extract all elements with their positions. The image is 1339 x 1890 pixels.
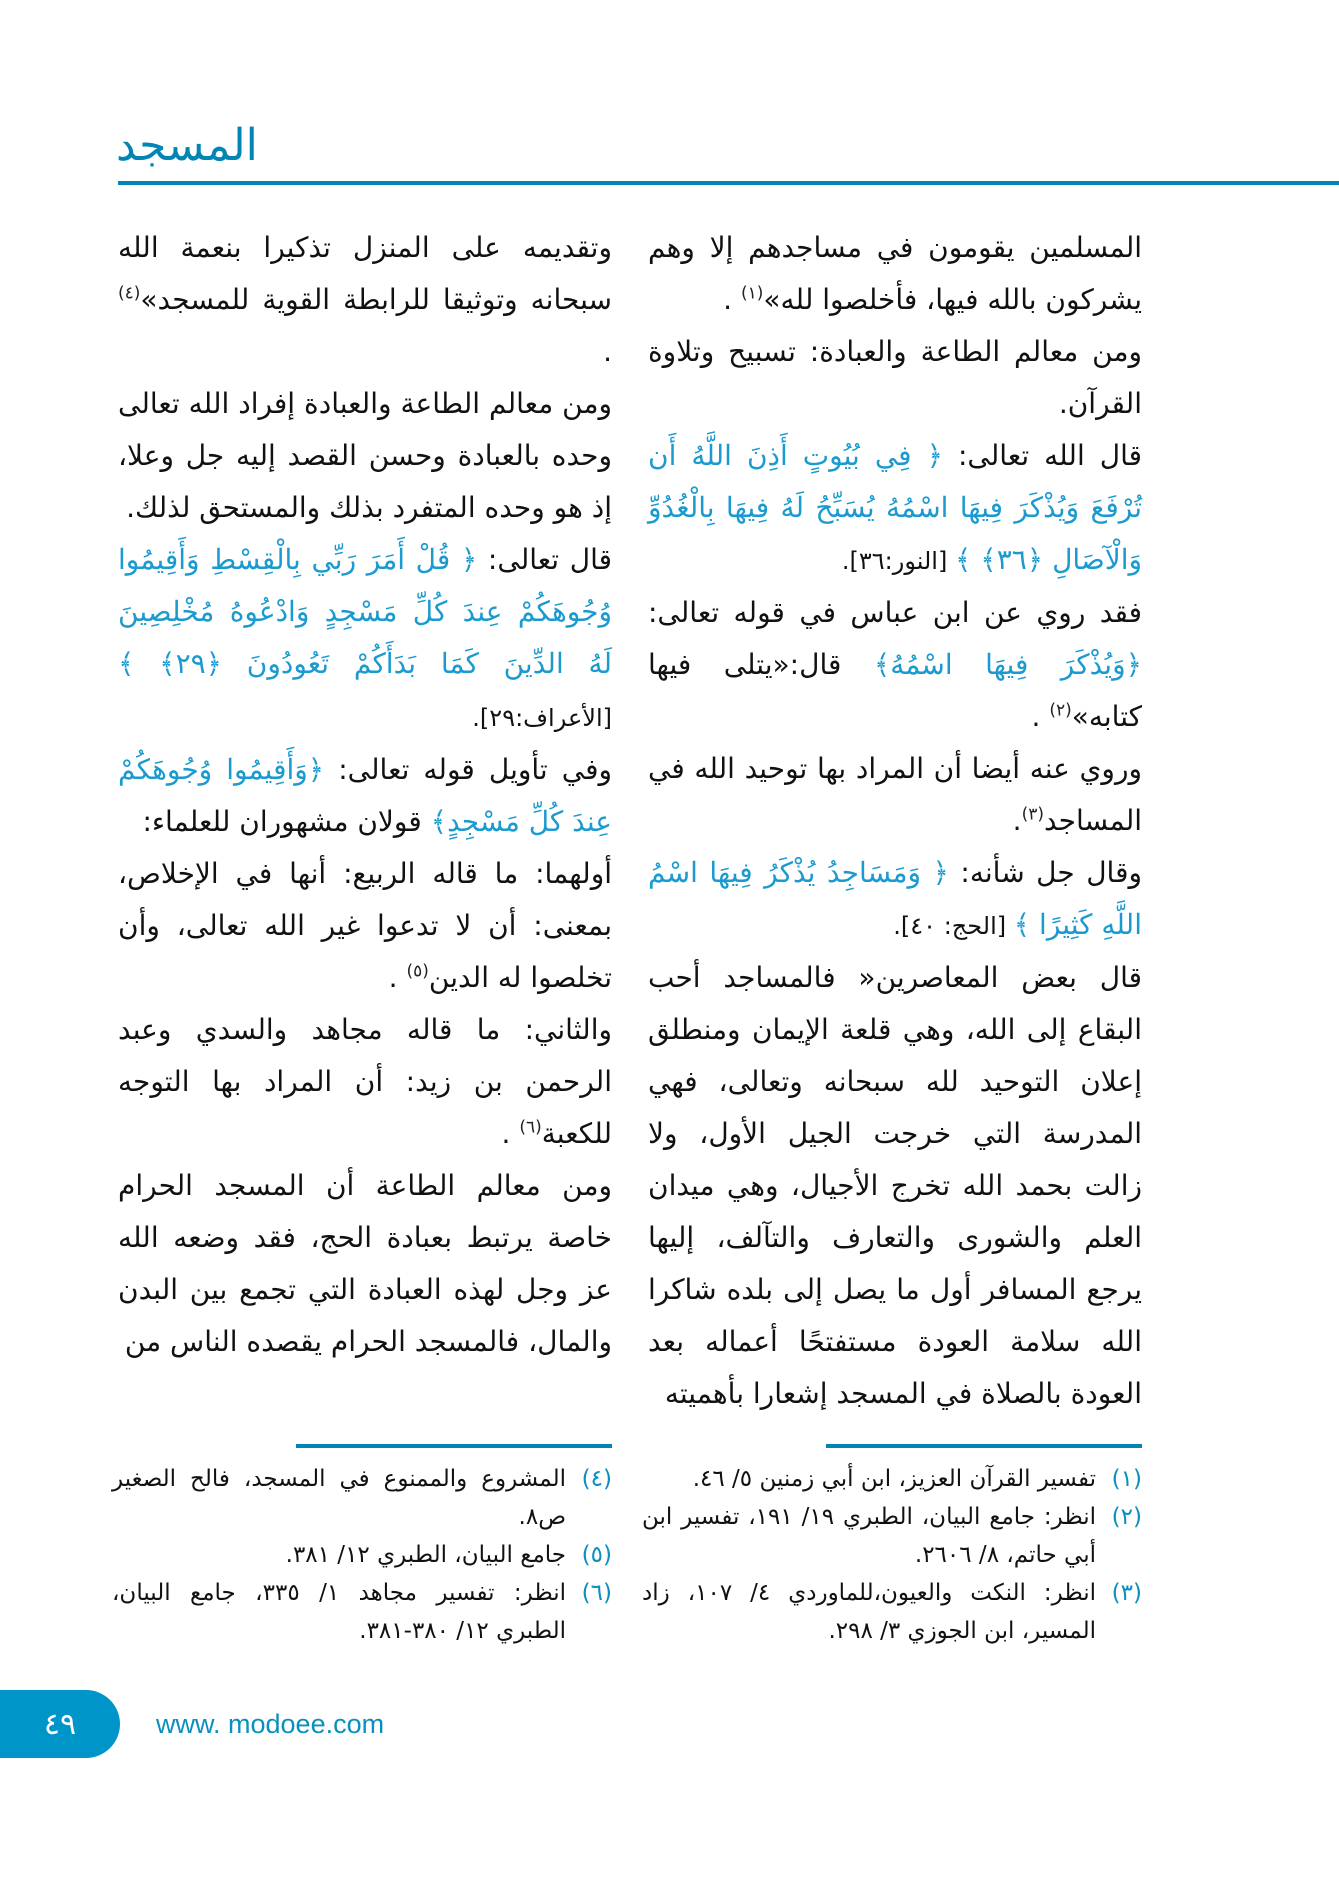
paragraph	[648, 430, 1142, 587]
section-title-logo: المسجد	[116, 120, 258, 171]
paragraph	[648, 952, 1142, 1420]
paragraph	[648, 222, 1142, 326]
footnote-number: (٤)	[581, 1466, 612, 1492]
paragraph-text: قولان مشهوران للعلماء:	[142, 805, 431, 838]
paragraph-text: قال الله تعالى:	[942, 439, 1142, 472]
footnote-marker: (٢)	[1049, 700, 1072, 721]
verse-reference: [الحج: ٤٠].	[893, 912, 1014, 940]
paragraph-text: والثاني: ما قاله مجاهد والسدي وعبد الرحمن بن زيد: أن المراد بها التوجه للكعبة	[118, 1013, 612, 1150]
paragraph	[118, 534, 612, 744]
body-column-right	[648, 222, 1142, 1420]
footnote-text: المشروع والممنوع في المسجد، فالح الصغير ص٨.	[112, 1466, 566, 1530]
footnotes-left	[112, 1460, 612, 1650]
paragraph	[118, 1004, 612, 1160]
quran-verse: ﴿ قُلْ أَمَرَ رَبِّي بِالْقِسْطِ وَأَقِيمُوا وُجُوهَكُمْ عِندَ كُلِّ مَسْجِدٍ وَادْعُوهُ مُخْلِصِينَ لَهُ الدِّينَ كَمَا بَدَأَكُمْ تَعُودُونَ ﴿٢٩﴾ ﴾	[118, 543, 613, 680]
paragraph	[118, 1160, 612, 1368]
website-link[interactable]: www. modoee.com	[156, 1709, 385, 1739]
footnotes-left-box	[112, 1444, 612, 1650]
footnotes-right-box	[642, 1444, 1142, 1650]
paragraph-text: .	[501, 1117, 520, 1150]
footnote-rule-right	[826, 1444, 1142, 1448]
page-number: ٤٩	[0, 1690, 120, 1758]
paragraph	[118, 744, 612, 848]
footnote	[642, 1574, 1142, 1650]
paragraph	[648, 847, 1142, 952]
footnote-number: (٢)	[1111, 1504, 1142, 1530]
footnote-marker: (١)	[740, 283, 764, 304]
footnote-number: (٦)	[581, 1580, 612, 1606]
footnote-marker: (٤)	[118, 283, 141, 304]
paragraph-text: وتقديمه على المنزل تذكيرا بنعمة الله سبحانه وتوثيقا للرابطة القوية للمسجد»	[118, 231, 612, 316]
paragraph-text: .	[1031, 700, 1050, 733]
footnote-marker: (٥)	[406, 961, 429, 982]
verse-reference: [النور:٣٦].	[841, 547, 955, 575]
paragraph-text: وقال جل شأنه:	[948, 856, 1142, 889]
paragraph-text: المسلمين يقومون في مساجدهم إلا وهم يشركون بالله فيها، فأخلصوا لله»	[648, 231, 1142, 316]
paragraph-text: ومن معالم الطاعة والعبادة إفراد الله تعالى وحده بالعبادة وحسن القصد إليه جل وعلا، إذ هو وحده المتفرد بذلك والمستحق لذلك.	[118, 387, 612, 524]
footnote-marker: (٣)	[1021, 804, 1044, 825]
paragraph-text: قال:«يتلى فيها كتابه»	[648, 648, 1142, 733]
footnote-rule-left	[296, 1444, 612, 1448]
footnote	[112, 1574, 612, 1650]
paragraph	[118, 222, 612, 378]
footnotes	[112, 1444, 1142, 1650]
verse-reference: [الأعراف:٢٩].	[472, 704, 612, 732]
paragraph-text: فقد روي عن ابن عباس في قوله تعالى:	[648, 596, 1142, 629]
paragraph-text: ومن معالم الطاعة أن المسجد الحرام خاصة يرتبط بعبادة الحج، فقد وضعه الله عز وجل لهذه العبادة التي تجمع بين البدن والمال، فالمسجد الحرام يقصده الناس من	[118, 1169, 612, 1358]
footnote	[112, 1460, 612, 1536]
paragraph-text: .	[1012, 804, 1022, 837]
footnote-number: (٣)	[1111, 1580, 1142, 1606]
paragraph-text: ومن معالم الطاعة والعبادة: تسبيح وتلاوة القرآن.	[648, 335, 1142, 420]
paragraph	[648, 326, 1142, 430]
footnote-text: تفسير القرآن العزيز، ابن أبي زمنين ٥/ ٤٦.	[692, 1466, 1096, 1492]
footnote-number: (٥)	[581, 1542, 612, 1568]
body-column-left	[118, 222, 612, 1420]
paragraph-text: .	[603, 335, 612, 368]
footnote-number: (١)	[1111, 1466, 1142, 1492]
paragraph-text: قال تعالى:	[477, 543, 612, 576]
quran-verse: ﴿ وَمَسَاجِدُ يُذْكَرُ فِيهَا اسْمُ اللَّهِ كَثِيرًا ﴾	[648, 856, 1142, 941]
paragraph-text: وفي تأويل قوله تعالى:	[324, 753, 613, 786]
footnote	[642, 1498, 1142, 1574]
footnote-text: انظر: النكت والعيون،للماوردي ٤/ ١٠٧، زاد المسير، ابن الجوزي ٣/ ٢٩٨.	[642, 1580, 1096, 1644]
footnote-text: جامع البيان، الطبري ١٢/ ٣٨١.	[285, 1542, 566, 1568]
quran-verse: ﴿وَيُذْكَرَ فِيهَا اسْمُهُ﴾	[873, 648, 1142, 681]
quran-verse: ﴿وَأَقِيمُوا وُجُوهَكُمْ عِندَ كُلِّ مَسْجِدٍ﴾	[118, 753, 612, 838]
paragraph	[118, 848, 612, 1004]
paragraph-text: .	[723, 283, 741, 316]
footnote	[642, 1460, 1142, 1498]
paragraph	[118, 378, 612, 534]
paragraph-text: وروي عنه أيضا أن المراد بها توحيد الله في المساجد	[648, 752, 1142, 837]
paragraph	[648, 587, 1142, 743]
footnote	[112, 1536, 612, 1574]
page-footer	[0, 1690, 1339, 1758]
paragraph-text: أولهما: ما قاله الربيع: أنها في الإخلاص، بمعنى: أن لا تدعوا غير الله تعالى، وأن تخلصوا له الدين	[118, 857, 612, 994]
paragraph-text: قال بعض المعاصرين« فالمساجد أحب البقاع إلى الله، وهي قلعة الإيمان ومنطلق إعلان التوحيد لله سبحانه وتعالى، فهي المدرسة التي خرجت الجيل الأول، ولا زالت بحمد الله تخرج الأجيال، وهي ميدان العلم والشورى والتعارف والتآلف، إليها يرجع المسافر أول ما يصل إلى بلده شاكرا الله سلامة العودة مستفتحًا أعماله بعد العودة بالصلاة في المسجد إشعارا بأهميته	[648, 961, 1142, 1410]
footnotes-right	[642, 1460, 1142, 1650]
paragraph-text: .	[388, 961, 407, 994]
footnote-text: انظر: جامع البيان، الطبري ١٩/ ١٩١، تفسير ابن أبي حاتم، ٨/ ٢٦٠٦.	[642, 1504, 1096, 1568]
footnote-text: انظر: تفسير مجاهد ١/ ٣٣٥، جامع البيان، الطبري ١٢/ ٣٨٠-٣٨١.	[112, 1580, 567, 1644]
quran-verse: ﴿ فِي بُيُوتٍ أَذِنَ اللَّهُ أَن تُرْفَعَ وَيُذْكَرَ فِيهَا اسْمُهُ يُسَبِّحُ لَهُ فِيهَا بِالْغُدُوِّ وَالْآصَالِ ﴿٣٦﴾ ﴾	[648, 439, 1142, 576]
body-columns	[118, 222, 1142, 1420]
paragraph	[648, 743, 1142, 847]
footnote-marker: (٦)	[519, 1117, 542, 1138]
